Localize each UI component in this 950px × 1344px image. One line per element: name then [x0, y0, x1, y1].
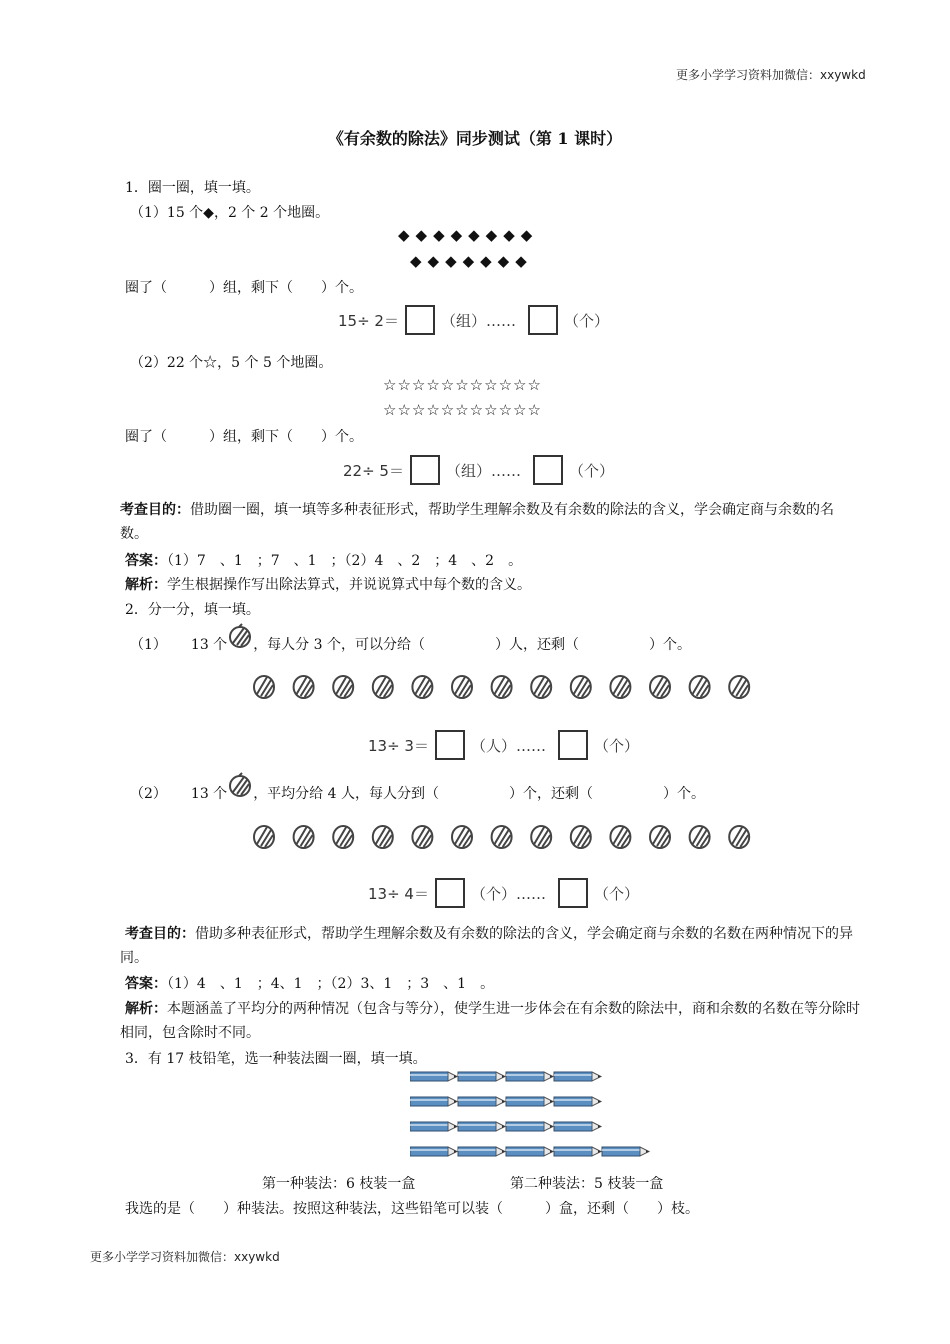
part-text-a: 13 个	[190, 786, 228, 802]
part-text-b: ，每人分 3 个，可以分给（ ）人，还剩（ ）个。	[253, 637, 691, 653]
q1-part2-blank: 圈了（ ）组，剩下（ ）个。	[125, 429, 363, 445]
footer-note: 更多小学学习资料加微信：xxywkd	[90, 1250, 280, 1264]
watermelon-row-1	[252, 672, 772, 700]
watermelon-icon	[571, 676, 591, 698]
watermelon-icon	[254, 676, 274, 698]
watermelon-icon	[412, 676, 432, 698]
pencil-icon	[554, 1072, 601, 1081]
answer-box-remainder[interactable]	[558, 730, 588, 760]
q1-answer	[125, 550, 522, 570]
pencil-icon	[458, 1122, 505, 1131]
equation-mid: （个）……	[470, 884, 546, 903]
watermelon-icon	[690, 676, 710, 698]
watermelon-icon	[650, 826, 670, 848]
answer-text: （1）4 、1 ；4、1 ；（2）3、1 ；3 、1 。	[167, 976, 495, 992]
equation-end: （个）	[593, 736, 639, 755]
answer-box-remainder[interactable]	[528, 305, 558, 335]
q2-part2-equation	[368, 878, 639, 908]
watermelon-icon	[452, 676, 472, 698]
answer-box-quotient[interactable]	[435, 878, 465, 908]
watermelon-icon	[373, 676, 393, 698]
q1-part2-text: （2）22 个☆，5 个 5 个地圈。	[130, 355, 333, 371]
q3-method-1: 第一种装法：6 枝装一盒	[262, 1176, 416, 1192]
q2-part1-line	[130, 634, 691, 654]
watermelon-icon	[227, 784, 253, 798]
watermelon-icon	[254, 826, 274, 848]
part-number: （1）	[130, 637, 167, 653]
equation-mid: （人）……	[470, 736, 546, 755]
purpose-text: 借助多种表征形式，帮助学生理解余数及有余数的除法的含义，学会确定商与余数的名数在两种情况下的异同。	[120, 926, 853, 966]
q3-heading: 3．有 17 枝铅笔，选一种装法圈一圈，填一填。	[125, 1051, 427, 1067]
answer-box-remainder[interactable]	[533, 455, 563, 485]
pencil-icon	[458, 1147, 505, 1156]
pencil-icon	[410, 1097, 457, 1106]
answer-label: 答案：	[125, 976, 167, 992]
watermelon-icon	[531, 676, 551, 698]
pencil-icon	[554, 1097, 601, 1106]
watermelon-icon	[571, 826, 591, 848]
star-row-2: ☆☆☆☆☆☆☆☆☆☆☆	[383, 401, 542, 419]
equation-end: （个）	[563, 311, 609, 330]
q2-part1-equation	[368, 730, 639, 760]
star-row-1: ☆☆☆☆☆☆☆☆☆☆☆	[383, 376, 542, 394]
answer-label: 答案：	[125, 553, 167, 569]
equation-lhs: 13÷ 3＝	[368, 736, 429, 755]
watermelon-icon	[227, 635, 253, 649]
pencil-icon	[506, 1097, 553, 1106]
diamond-row-2: ◆◆◆◆◆◆◆	[410, 252, 533, 270]
watermelon-icon	[333, 676, 353, 698]
equation-mid: （组）……	[440, 311, 516, 330]
equation-lhs: 15÷ 2＝	[338, 311, 399, 330]
watermelon-icon	[294, 676, 314, 698]
watermelon-icon	[492, 826, 512, 848]
answer-box-remainder[interactable]	[558, 878, 588, 908]
watermelon-icon	[373, 826, 393, 848]
watermelon-icon	[412, 826, 432, 848]
watermelon-icon	[729, 826, 749, 848]
watermelon-icon	[294, 826, 314, 848]
part-text-b: ，平均分给 4 人，每人分到（ ）个，还剩（ ）个。	[253, 786, 705, 802]
q1-part1-text: （1）15 个◆，2 个 2 个地圈。	[130, 205, 330, 221]
pencil-icon	[506, 1122, 553, 1131]
equation-lhs: 22÷ 5＝	[343, 461, 404, 480]
pencil-icon	[602, 1147, 649, 1156]
q1-part1-blank: 圈了（ ）组，剩下（ ）个。	[125, 280, 363, 296]
part-number: （2）	[130, 786, 167, 802]
q2-answer	[125, 973, 494, 993]
watermelon-icon	[492, 676, 512, 698]
q2-part2-line	[130, 783, 705, 803]
purpose-text: 借助圈一圈，填一填等多种表征形式，帮助学生理解余数及有余数的除法的含义，学会确定商与余数的名数。	[120, 502, 834, 542]
q1-part1-equation	[338, 305, 609, 335]
watermelon-icon	[610, 826, 630, 848]
page-title: 《有余数的除法》同步测试（第 1 课时）	[327, 129, 623, 148]
q1-purpose	[120, 498, 860, 546]
q2-heading: 2．分一分，填一填。	[125, 602, 260, 618]
pencil-icon	[410, 1122, 457, 1131]
diamond-row-1: ◆◆◆◆◆◆◆◆	[398, 226, 539, 244]
purpose-label: 考查目的：	[120, 502, 190, 518]
header-note: 更多小学学习资料加微信：xxywkd	[676, 68, 866, 82]
part-text-a: 13 个	[190, 637, 228, 653]
q3-method-2: 第二种装法：5 枝装一盒	[510, 1176, 664, 1192]
pencil-icon	[410, 1072, 457, 1081]
pencil-icon	[506, 1072, 553, 1081]
pencil-icon	[458, 1072, 505, 1081]
pencil-icon	[554, 1122, 601, 1131]
watermelon-icon	[690, 826, 710, 848]
answer-box-quotient[interactable]	[435, 730, 465, 760]
watermelon-icon	[531, 826, 551, 848]
q2-purpose	[120, 922, 860, 970]
q2-analysis	[120, 997, 860, 1045]
equation-lhs: 13÷ 4＝	[368, 884, 429, 903]
watermelon-icon	[452, 826, 472, 848]
analysis-label: 解析：	[125, 577, 167, 593]
equation-mid: （组）……	[445, 461, 521, 480]
watermelon-icon	[729, 676, 749, 698]
pencil-icon	[410, 1147, 457, 1156]
pencil-icon	[554, 1147, 601, 1156]
answer-box-quotient[interactable]	[405, 305, 435, 335]
watermelon-row-2	[252, 822, 772, 850]
watermelon-icon	[650, 676, 670, 698]
analysis-label: 解析：	[125, 1001, 167, 1017]
pencil-grid	[410, 1070, 660, 1160]
q1-heading: 1．圈一圈，填一填。	[125, 180, 260, 196]
pencil-icon	[458, 1097, 505, 1106]
analysis-text: 学生根据操作写出除法算式，并说说算式中每个数的含义。	[167, 577, 531, 593]
answer-box-quotient[interactable]	[410, 455, 440, 485]
purpose-label: 考查目的：	[125, 926, 195, 942]
answer-text: （1）7 、1 ；7 、1 ；（2）4 、2 ；4 、2 。	[167, 553, 523, 569]
equation-end: （个）	[568, 461, 614, 480]
q1-analysis	[125, 574, 531, 594]
analysis-text: 本题涵盖了平均分的两种情况（包含与等分），使学生进一步体会在有余数的除法中，商和余数的名数在等分除时相同，包含除时不同。	[120, 1001, 860, 1041]
q1-part2-equation	[343, 455, 614, 485]
watermelon-icon	[610, 676, 630, 698]
q3-question: 我选的是（ ）种装法。按照这种装法，这些铅笔可以装（ ）盒，还剩（ ）枝。	[125, 1201, 699, 1217]
equation-end: （个）	[593, 884, 639, 903]
watermelon-icon	[333, 826, 353, 848]
pencil-icon	[506, 1147, 553, 1156]
